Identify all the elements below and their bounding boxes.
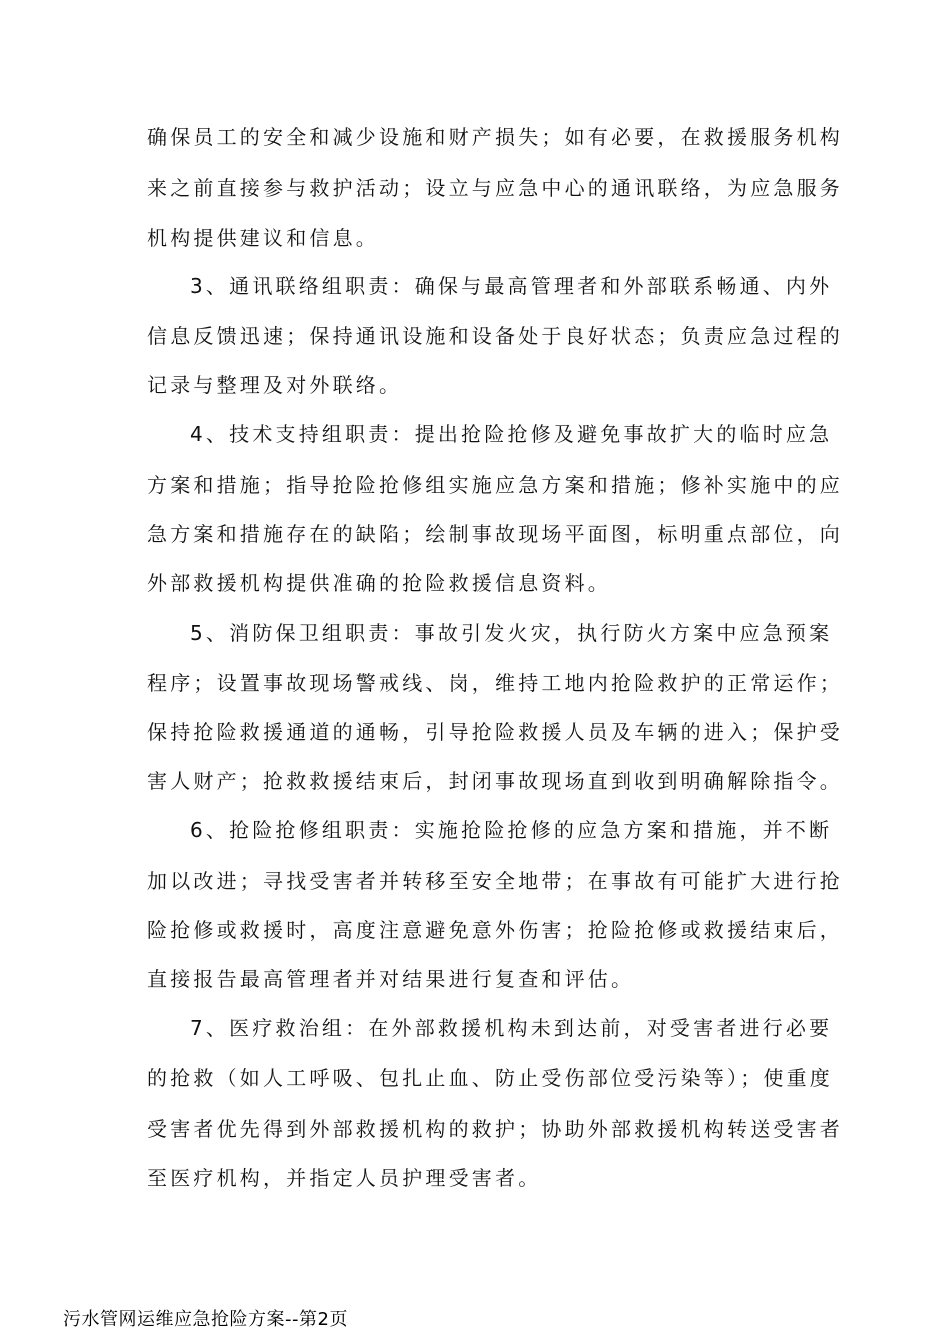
text-line: 来之前直接参与救护活动；设立与应急中心的通讯联络，为应急服务 [147, 176, 843, 200]
text-line: 急方案和措施存在的缺陷；绘制事故现场平面图，标明重点部位，向 [147, 522, 843, 546]
text-line: 外部救援机构提供准确的抢险救援信息资料。 [147, 571, 611, 595]
text-line: 4、技术支持组职责：提出抢险抢修及避免事故扩大的临时应急 [190, 422, 833, 446]
text-line: 7、医疗救治组：在外部救援机构未到达前，对受害者进行必要 [190, 1016, 833, 1040]
text-line: 至医疗机构，并指定人员护理受害者。 [147, 1166, 542, 1190]
text-line: 记录与整理及对外联络。 [147, 373, 403, 397]
text-line: 直接报告最高管理者并对结果进行复查和评估。 [147, 967, 635, 991]
text-line: 受害者优先得到外部救援机构的救护；协助外部救援机构转送受害者 [147, 1117, 843, 1141]
text-line: 5、消防保卫组职责：事故引发火灾，执行防火方案中应急预案 [190, 621, 833, 645]
text-line: 6、抢险抢修组职责：实施抢险抢修的应急方案和措施，并不断 [190, 818, 833, 842]
text-line: 加以改进；寻找受害者并转移至安全地带；在事故有可能扩大进行抢 [147, 869, 843, 893]
text-line: 确保员工的安全和减少设施和财产损失；如有必要，在救援服务机构 [147, 125, 843, 149]
text-line: 方案和措施；指导抢险抢修组实施应急方案和措施；修补实施中的应 [147, 473, 843, 497]
text-line: 保持抢险救援通道的通畅，引导抢险救援人员及车辆的进入；保护受 [147, 720, 843, 744]
text-line: 信息反馈迅速；保持通讯设施和设备处于良好状态；负责应急过程的 [147, 324, 843, 348]
page-footer: 污水管网运维应急抢险方案--第2页 [63, 1309, 348, 1330]
text-line: 的抢救（如人工呼吸、包扎止血、防止受伤部位受污染等）；使重度 [147, 1066, 833, 1090]
text-line: 害人财产；抢救救援结束后，封闭事故现场直到收到明确解除指令。 [147, 769, 843, 793]
text-line: 机构提供建议和信息。 [147, 226, 379, 250]
text-line: 程序；设置事故现场警戒线、岗，维持工地内抢险救护的正常运作； [147, 671, 843, 695]
text-line: 险抢修或救援时，高度注意避免意外伤害；抢险抢修或救援结束后， [147, 918, 843, 942]
text-line: 3、通讯联络组职责：确保与最高管理者和外部联系畅通、内外 [190, 274, 833, 298]
